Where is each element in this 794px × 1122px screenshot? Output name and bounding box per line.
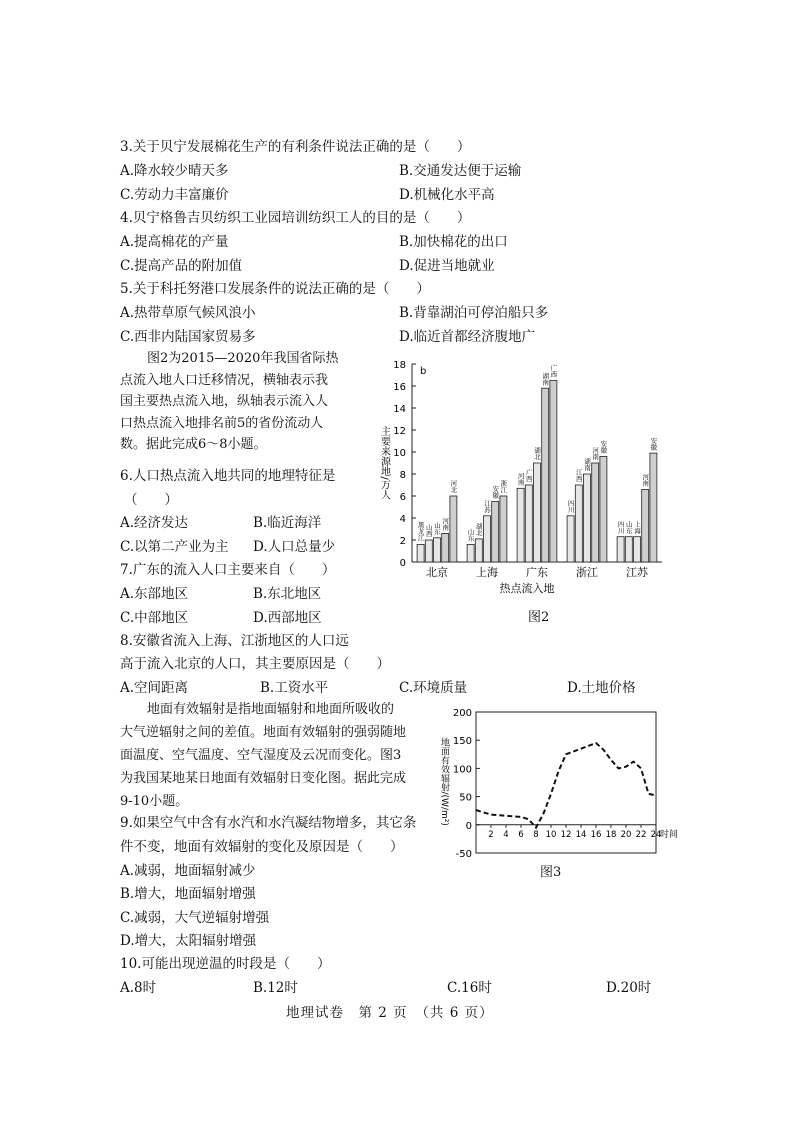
y-tick-label: 50 — [459, 792, 472, 804]
q8-option-a: A.空间距离 — [120, 680, 189, 696]
bar — [650, 453, 657, 562]
bar-label: 山西 — [424, 524, 433, 537]
bar-label: 浙江 — [499, 480, 508, 493]
bar-label: 河南 — [516, 472, 525, 486]
x-tick-label: 12 — [560, 829, 572, 840]
x-tick-label: 14 — [575, 829, 587, 840]
q3-option-b: B.交通发达便于运输 — [399, 163, 522, 179]
bar-label: 广西 — [524, 469, 533, 482]
q8-stem: 8.安徽省流入上海、江浙地区的人口远 — [120, 633, 349, 649]
x-axis-title: 热点流入地 — [499, 582, 555, 595]
x-tick-label: 18 — [605, 829, 617, 840]
q6-option-a: A.经济发达 — [120, 515, 189, 531]
intro3-line-4: 为我国某地某日地面有效辐射日变化图。据此完成 — [120, 771, 407, 786]
y-tick-label: 0 — [399, 558, 406, 569]
bar — [625, 537, 632, 562]
x-tick-label: 6 — [518, 829, 524, 840]
bar — [642, 489, 649, 562]
x-tick-label: 22 — [635, 829, 647, 840]
q3-option-a: A.降水较少晴天多 — [120, 163, 229, 179]
bar — [467, 544, 474, 562]
bar-label: 河南 — [641, 473, 650, 487]
bar — [517, 488, 524, 562]
bar — [442, 533, 449, 562]
bar-label: 四川 — [566, 499, 575, 513]
y-tick-label: 4 — [399, 514, 406, 525]
x-tick-label: 10 — [545, 829, 557, 840]
figure3-line-chart — [420, 700, 700, 860]
x-tick-label: 8 — [533, 829, 539, 840]
q3-stem: 3.关于贝宁发展棉花生产的有利条件说法正确的是（ ） — [120, 139, 471, 155]
figure3-caption: 图3 — [540, 865, 562, 880]
q3-option-d: D.机械化水平高 — [399, 187, 495, 203]
bar-label: 山东 — [433, 521, 441, 535]
bar-label: 四川 — [616, 520, 625, 534]
bar-label: 江苏 — [483, 499, 491, 513]
q5-stem: 5.关于科托努港口发展条件的说法正确的是（ ） — [120, 281, 430, 297]
q4-option-c: C.提高产品的附加值 — [120, 258, 243, 274]
x-tick-label: 2 — [488, 829, 494, 840]
y-tick-label: 150 — [452, 736, 472, 748]
q8-option-d: D.土地价格 — [567, 680, 636, 696]
q5-option-b: B.背靠湖泊可停泊船只多 — [399, 305, 549, 321]
y-tick-label: 10 — [393, 448, 406, 459]
intro3-line-3: 面温度、空气温度、空气湿度及云况而变化。图3 — [120, 748, 402, 763]
q5-option-d: D.临近首都经济腹地广 — [399, 329, 536, 345]
q3-option-c: C.劳动力丰富廉价 — [120, 187, 229, 203]
bar — [492, 502, 499, 563]
q4-option-b: B.加快棉花的出口 — [399, 234, 508, 250]
intro3-line-2: 大气逆辐射之间的差值。地面有效辐射的强弱随地 — [120, 725, 407, 740]
bar — [434, 538, 441, 562]
q9-option-b: B.增大，地面辐射增强 — [120, 886, 256, 902]
q8-option-b: B.工资水平 — [260, 680, 329, 696]
y-tick-label: 0 — [465, 820, 472, 832]
x-category-label: 江苏 — [626, 566, 648, 579]
q5-option-c: C.西非内陆国家贸易多 — [120, 329, 256, 345]
q9-stem: 9.如果空气中含有水汽和水汽凝结物增多，其它条 — [120, 815, 417, 831]
y-tick-label: 6 — [399, 492, 406, 503]
q10-option-b: B.12时 — [253, 980, 298, 996]
q10-option-a: A.8时 — [120, 980, 157, 996]
bar-label: 河北 — [449, 480, 458, 493]
q9-option-d: D.增大，太阳辐射增强 — [120, 933, 257, 949]
bar-label: 山东 — [624, 520, 633, 534]
bar-label: 湖北 — [474, 522, 483, 536]
y-tick-label: 8 — [399, 470, 406, 481]
bar-label: 安徽 — [649, 437, 658, 451]
q4-option-d: D.促进当地就业 — [399, 258, 495, 274]
bar — [567, 516, 574, 562]
x-category-label: 广东 — [526, 566, 548, 579]
bar-label: 湖南 — [583, 458, 591, 471]
bar — [534, 463, 541, 562]
intro3-line-1: 地面有效辐射是指地面辐射和地面所吸收的 — [147, 702, 395, 717]
bar-label: 湖北 — [533, 447, 541, 460]
y-tick-label: 16 — [393, 382, 406, 393]
x-category-label: 上海 — [476, 566, 498, 579]
q7-option-a: A.东部地区 — [120, 586, 189, 602]
bar — [484, 516, 491, 562]
bar — [542, 388, 549, 562]
figure3-intro — [120, 698, 406, 813]
q8-stem-2: 高于流入北京的人口，其主要原因是（ ） — [120, 656, 390, 672]
panel-letter: b — [420, 366, 427, 377]
y-axis-title: 地面有效辐射/(W/m²) — [439, 737, 449, 826]
figure2-bar-chart — [370, 350, 670, 600]
intro2-line-5: 数。据此完成6～8小题。 — [120, 437, 267, 452]
bar — [617, 537, 624, 562]
y-tick-label: 100 — [452, 764, 472, 776]
y-tick-label: -50 — [455, 849, 472, 860]
bar-label: 上海 — [633, 520, 641, 534]
q6-option-d: D.人口总量少 — [253, 539, 336, 555]
x-category-label: 北京 — [426, 566, 448, 579]
bar — [417, 544, 424, 562]
bar — [575, 485, 582, 562]
bar — [592, 463, 599, 562]
bar-label: 江西 — [574, 469, 583, 482]
x-tick-label: 16 — [590, 829, 602, 840]
y-tick-label: 18 — [393, 360, 406, 371]
bar-label: 山东 — [466, 528, 475, 542]
x-category-label: 浙江 — [576, 566, 598, 579]
bar — [425, 540, 432, 562]
bar — [450, 496, 457, 562]
intro2-line-4: 口热点流入地排名前5的省份流动人 — [120, 415, 324, 431]
bar — [525, 485, 532, 562]
figure2-intro — [120, 348, 338, 456]
bar-label: 安徽 — [491, 485, 500, 499]
bar-label: 安徽 — [599, 440, 608, 454]
y-tick-label: 2 — [399, 536, 406, 547]
q6-option-b: B.临近海洋 — [253, 515, 322, 531]
q7-stem: 7.广东的流入人口主要来自（ ） — [120, 562, 336, 578]
intro2-line-3: 国主要热点流入地，纵轴表示流入人 — [120, 394, 329, 409]
x-axis-title: 时间 — [660, 829, 679, 840]
bar-label: 湖南 — [541, 372, 550, 386]
y-axis-title: 主要来源地/万人 — [378, 426, 390, 500]
intro2-line-2: 点流入地人口迁移情况，横轴表示我 — [120, 372, 329, 388]
q7-option-d: D.西部地区 — [253, 610, 322, 626]
bar — [584, 474, 591, 562]
q7-option-b: B.东北地区 — [253, 586, 322, 602]
radiation-series-line — [476, 743, 656, 828]
y-tick-label: 200 — [452, 708, 472, 719]
q4-option-a: A.提高棉花的产量 — [120, 234, 229, 250]
bar-label: 河南 — [441, 517, 450, 531]
bar-label: 黑龙江 — [416, 521, 425, 541]
q9-option-a: A.减弱，地面辐射减少 — [120, 863, 256, 879]
q5-option-a: A.热带草原气候风浪小 — [120, 305, 256, 321]
y-tick-label: 12 — [393, 426, 406, 437]
page-footer: 地理试卷 第 2 页 （共 6 页） — [286, 1005, 494, 1021]
bar — [500, 496, 507, 562]
bar — [600, 456, 607, 562]
bar — [550, 381, 557, 563]
bar — [634, 537, 641, 562]
q6-stem-bracket: （ ） — [124, 492, 178, 508]
q7-option-c: C.中部地区 — [120, 610, 189, 626]
bar — [475, 539, 482, 562]
q10-option-c: C.16时 — [447, 980, 492, 996]
q10-stem: 10.可能出现逆温的时段是（ ） — [120, 956, 331, 972]
x-tick-label: 20 — [620, 829, 632, 840]
q6-option-c: C.以第二产业为主 — [120, 539, 229, 555]
x-tick-label: 4 — [503, 829, 509, 840]
figure2-caption: 图2 — [528, 610, 550, 625]
x-tick-label: 24 — [650, 829, 662, 840]
q8-option-c: C.环境质量 — [399, 680, 468, 696]
y-tick-label: 14 — [393, 404, 406, 415]
q10-option-d: D.20时 — [606, 980, 652, 996]
q9-stem-2: 件不变，地面有效辐射的变化及原因是（ ） — [120, 839, 404, 855]
bar-label: 广西 — [549, 364, 558, 378]
intro3-line-5: 9-10小题。 — [120, 794, 189, 809]
intro2-line-1: 图2为2015—2020年我国省际热 — [147, 351, 339, 366]
q9-option-c: C.减弱，大气逆辐射增强 — [120, 910, 270, 926]
bar-label: 河南 — [591, 447, 600, 460]
q4-stem: 4.贝宁格鲁吉贝纺织工业园培训纺织工人的目的是（ ） — [120, 210, 471, 226]
q6-stem: 6.人口热点流入地共同的地理特征是 — [120, 468, 336, 484]
